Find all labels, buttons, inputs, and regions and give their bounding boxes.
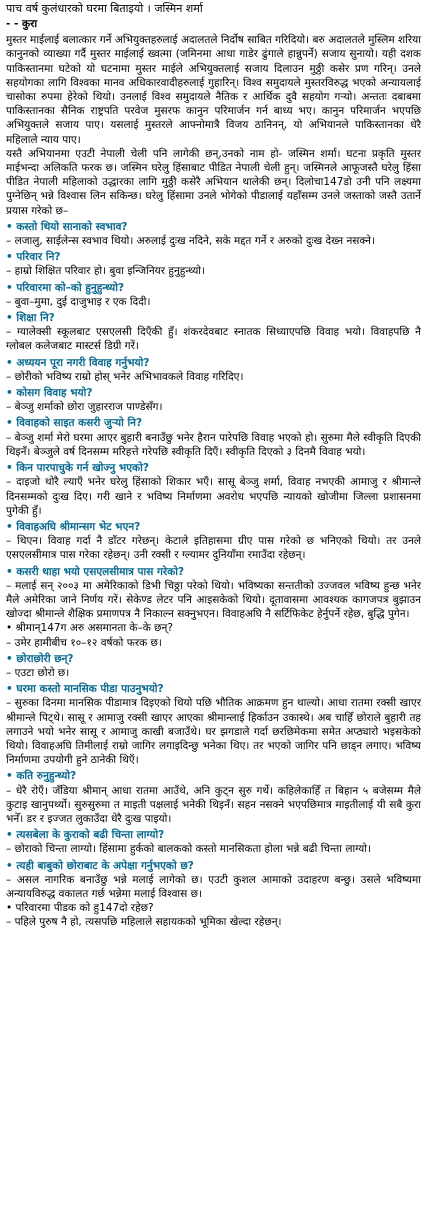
question: • परिवारमा को–को हुनुहुन्थ्यो? (6, 281, 125, 294)
answer: – सुरुका दिनमा मानसिक पीडामात्र दिइएको थियो पछि भौतिक आक्रमण हुन थाल्यो। आधा रातमा रक्सी खाएर श्रीमान्ले पिट्थे। सासू र आमाजु रक्सी खाएर आएका श्रीमान्लाई हिर्काउन उकास्थे। अब चाहिँ छोराले बुहारी तह लगाउने भयो भनेर सासू र आमाजु काखी बजाउँथे। घर झगडाले गर्दा छरछिमेकमा समेत अप्ठ्यारो भइसकेको थियो। विवाहअघि तिमीलाई राम्रो जागिर लगाइदिन्छु भनेका थिए। तर भएको जागिर पनि छाड्न लगाए। भविष्य निर्माणमा उपयोगी हुने ठानेकी थिएँ। (6, 697, 421, 767)
qa-item (6, 520, 421, 563)
article-subtitle: - - कुरा (6, 18, 38, 30)
qa-item (6, 828, 421, 856)
question: • किन पारपाचुके गर्न खोज्नु भएको? (6, 462, 149, 475)
answer: – असल नागरिक बनाउँछु भन्ने मलाई लागेको छ। एउटी कुशल आमाको उदाहरण बन्छु। उसले भविष्यमा अन्यायविरुद्ध वकालत गर्छ भन्नेमा मलाई विश्वास छ। (6, 873, 421, 900)
answer: – लजालु, साईलेन्स स्वभाव थियो। अरुलाई दुःख नदिने, सके मद्दत गर्ने र अरुको दुःख देख्न नसक्ने। (6, 235, 375, 248)
answer: – हाम्रो शिक्षित परिवार हो। बुवा इन्जिनियर हुनुहुन्थ्यो। (6, 265, 206, 278)
interview-qa-list (6, 220, 421, 930)
intro-paragraph: यस्तै अभियानमा एउटी नेपाली चेली पनि लागेकी छन्,उनको नाम हो- जस्मिन शर्मा। घटना प्रकृति मुस्तर माईभन्दा अलिकति फरक छ। जस्मिन घरेलु हिंसाबाट पीडित नेपाली चेली हुन्। जस्मिनले आफूजस्तै घरेलु हिंसा पीडित नेपाली महिलाको उद्धारका लागि मुठ्ठी कसेरै अभियान थालेकी छन्। दिलोचा147डो उनी पनि लक्ष्यमा पुग्नेछिन् भन्ने विश्वास लिन सकिन्छ। घरेलु हिंसामा उनले भोगेको पीडालाई यहाँसम्म उनले जस्ताको जस्तै उतार्ने प्रयास गरेको छ– (6, 147, 421, 217)
question: • विवाहअघि श्रीमान्सग भेट भएन? (6, 520, 141, 533)
question: • छोराछोरी छन्? (6, 652, 74, 665)
qa-item (6, 769, 421, 826)
answer: – थिएन। विवाह गर्दा नै डाँटर गरेछन्। केटाले इतिहासमा ग्रीए पास गरेको छ भनिएको थियो। तर उनले एसएलसीमात्र पास गरेका रहेछन्। उनी रक्सी र ग्ल्यामर दुनियाँमा रमाउँदा रहेछन्। (6, 535, 421, 562)
question: • विवाहको साइत कसरी जुर्‍यो नि? (6, 417, 143, 430)
article-title: पाच वर्ष कुलंधारको घरमा बिताइयो । जस्मिन शर्मा (6, 2, 203, 15)
qa-item (6, 416, 421, 459)
question: • कसरी थाहा भयो एसएलसीमात्र पास गरेको? (6, 565, 185, 578)
answer: – दाइजो थोरै ल्याएँ भनेर घरेलु हिंसाको शिकार भएँ। सासू बेञ्जु शर्मा, विवाह नभएकी आमाजु र श्रीमान्ले दिनसम्मको दुःख दिए। गरी खाने र भविष्य निर्माणमा अवरोध भएपछि न्यायको खोजीमा जिल्ला प्रशासनमा पुगेकी हुँ। (6, 476, 421, 517)
answer: – एउटा छोरो छ। (6, 666, 70, 679)
qa-item (6, 565, 421, 650)
qa-item (6, 652, 421, 680)
qa-item (6, 281, 421, 309)
answer: – धेरै रोएँ। जँडिया श्रीमान् आधा रातमा आउँथे, अनि कुट्न सुरु गर्थे। कहिलेकाहिँ त बिहान ५ बजेसम्म मैले कुटाइ खानुपर्थ्यो। सुरुसुरुमा त माइती पक्षलाई भनेकी थिइनँ। सहन नसक्ने भएपछिमात्र माइतीलाई यी सबै कुरा भनेँ। डर र इज्जत लुकाउँदा धेरै दुःख पाइयो। (6, 784, 421, 825)
answer: – ग्यालेक्सी स्कूलबाट एसएलसी दिएँकी हुँ। शंकरदेवबाट स्नातक सिध्याएपछि विवाह भयो। विवाहपछि नै ग्लोबल कलेजबाट मास्टर्स डिग्री गरें। (6, 326, 421, 353)
answer: – पहिले पुरुष नै हो, त्यसपछि महिलाले सहायकको भूमिका खेल्दा रहेछन्। (6, 916, 282, 929)
answer: – बेञ्जु शर्माको छोरा जुहारराज पाण्डेसँग। (6, 401, 163, 414)
qa-item (6, 859, 421, 930)
answer: • श्रीमान्147ग अरु असमानता के–के छन्? (6, 622, 173, 635)
intro-paragraph: मुस्तर माईलाई बलात्कार गर्ने अभियुक्तहरुलाई अदालतले निर्दोष साबित गरिदियो। बरु अदालतले मुस्लिम शरिया कानुनको व्याख्या गर्दै मुस्तर माईलाई ख्वत्मा (जमिनमा आधा गाडेर ढुंगाले हान्नुपर्ने) सजाय सुनायो। यही दशक पाकिस्तानमा घटेको यो घटनामा मुस्तर माईले अभियुक्तलाई सजाय दिलाउन मुठ्ठी कसेर प्रण गरिन्। उनले सहयोगका लागि विश्वका मानव अधिकारवादीहरुलाई गुहारिन्। विश्व समुदायले मुस्तरविरुद्ध भएको अन्यायलाई चासोका रुपमा हेरेको थियो। उनलाई विश्व समुदायले नैतिक र आर्थिक दुवै सहयोग गर्‍यो। अन्ततः दबाबमा पाकिस्तानका सैनिक राष्ट्रपति परवेज मुसरफ कानुन परिमार्जन गर्न बाध्य भए। कानुन परिमार्जन भएपछि अभियुक्तले सजाय पाए। यसलाई मुस्तरले आफ्नोमात्रै विजय ठानिनन्, यो अभियानले पाकिस्तानका धेरै महिलाले न्याय पाए। (6, 34, 421, 146)
qa-item (6, 356, 421, 384)
answer: – बेञ्जु शर्मा मेरो घरमा आएर बुहारी बनाउँछु भनेर हैरान पारेपछि विवाह भएको हो। सुरुमा मैले स्वीकृति दिएकी थिइनँ। बेञ्जुले वर्ष दिनसम्म मरिहत्ते गरेपछि स्वीकृति दिएँ। स्वीकृति दिएको ३ दिनमै विवाह भयो। (6, 431, 421, 458)
question: • त्यसबेला के कुराको बढी चिन्ता लाग्यो? (6, 829, 165, 842)
answer: – मलाई सन् २००३ मा अमेरिकाको डिभी चिठ्ठा परेको थियो। भविष्यका सन्ततीको उज्जवल भविष्य हुन्छ भनेर मैले अमेरिका जाने निर्णय गरें। सेकेण्ड लेटर पनि आइसकेको थियो। दूतावासमा आवश्यक कागजपत्र बुझाउन खोज्दा श्रीमान्ले शैक्षिक प्रमाणपत्र नै निकाल्न सक्नुभएन। विवाहअघि नै सर्टिफिकेट हेर्नुपर्ने रहेछ, बुद्धि पुगेन। (6, 579, 421, 621)
answer: – छोराको चिन्ता लाग्यो। हिंसामा हुर्कको बालकको कस्तो मानसिकता होला भन्ने बढी चिन्ता लाग्यो। (6, 843, 371, 856)
qa-item (6, 386, 421, 414)
question: • कोसग विवाह भयो? (6, 387, 93, 400)
question: • त्यही बाबुको छोराबाट के अपेक्षा गर्नुभएको छ? (6, 859, 194, 872)
answer: – बुवा–मुमा, दुई दाजुभाइ र एक दिदी। (6, 295, 151, 308)
question: • घरमा कस्तो मानसिक पीडा पाउनुभयो? (6, 683, 164, 696)
question: • कति रुनुहुन्थ्यो? (6, 770, 77, 783)
question: • कस्तो थियो सानाको स्वभाव? (6, 220, 128, 233)
answer: • परिवारमा पीडक को हु147दो रहेछ? (6, 902, 154, 915)
question: • शिक्षा नि? (6, 312, 55, 325)
qa-item (6, 682, 421, 767)
question: • अध्ययन पूरा नगरी विवाह गर्नुभयो? (6, 356, 150, 369)
qa-item (6, 461, 421, 518)
question: • परिवार नि? (6, 251, 61, 264)
qa-item (6, 311, 421, 354)
qa-item (6, 220, 421, 248)
answer: – छोरीको भविष्य राम्रो होस् भनेर अभिभावकले विवाह गरिदिए। (6, 370, 244, 383)
qa-item (6, 250, 421, 278)
answer: – उमेर हामीबीच १०–१२ वर्षको फरक छ। (6, 636, 162, 649)
